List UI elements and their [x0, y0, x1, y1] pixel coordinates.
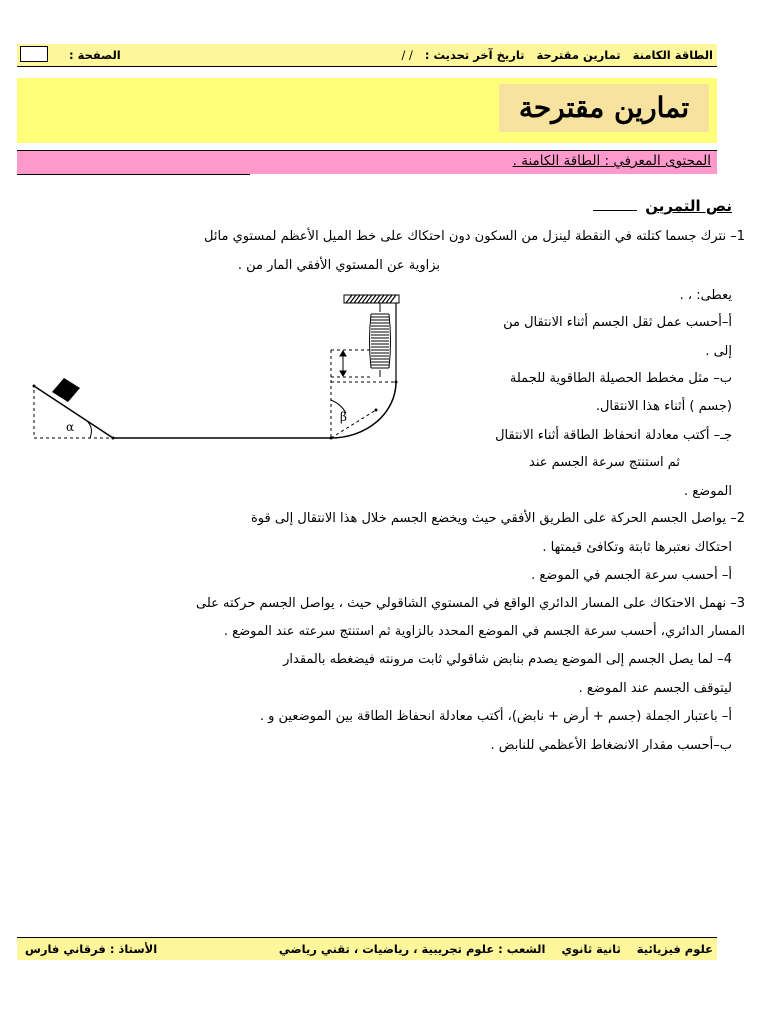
- point-m: [375, 409, 378, 412]
- exercise-line-18: أ– باعتبار الجملة (جسم + أرض + نابض)، أكتب معادلة انحفاظ الطاقة بين الموضعين و .: [259, 709, 732, 724]
- exercise-line-3: يعطى: ، .: [679, 288, 732, 303]
- header-info: [401, 44, 713, 66]
- exercise-line-14: 3– نهمل الاحتكاك على المسار الدائري الواقع في المستوي الشاقولي حيث ، يواصل الجسم حركته على: [196, 596, 745, 611]
- exercise-line-4: أ–أحسب عمل ثقل الجسم أثناء الانتقال من: [503, 315, 732, 330]
- point-a: [33, 385, 36, 388]
- exercise-line-19: ب–أحسب مقدار الانضغاط الأعظمي للنابض .: [490, 738, 732, 753]
- content-value: الطاقة الكامنة .: [512, 153, 601, 169]
- header-category: تمارين مقترحة: [536, 48, 621, 62]
- exercise-line-1: 1– نترك جسما كتلته في النقطة لينزل من السكون دون احتكاك على خط الميل الأعظم لمستوي مائل: [204, 229, 745, 244]
- page-number-box: [20, 46, 48, 62]
- alpha-label: α: [66, 420, 75, 434]
- footer-subject: علوم فيزيائية: [636, 942, 713, 956]
- exercise-line-6: ب– مثل مخطط الحصيلة الطاقوية للجملة: [509, 371, 732, 386]
- content-text: [513, 153, 711, 169]
- footer-info: [267, 938, 713, 960]
- footer-teacher: الأستاذ : فرقاني فارس: [25, 942, 158, 956]
- point-b: [112, 437, 115, 440]
- exercise-line-7: (جسم ) أثناء هذا الانتقال.: [595, 399, 732, 414]
- ceiling-hatch: [344, 295, 399, 303]
- exercise-line-9: ثم استنتج سرعة الجسم عند: [529, 455, 680, 470]
- exercise-line-16: 4– لما يصل الجسم إلى الموضع يصدم بنابض شاقولي ثابت مرونته فيضغطه بالمقدار: [283, 652, 732, 667]
- header-last-update-label: تاريخ آخر تحديث :: [424, 48, 525, 62]
- header-date: / /: [401, 48, 413, 62]
- compression-arrow: [340, 351, 346, 376]
- page-footer: [17, 937, 717, 960]
- page-title: تمارين مقترحة: [499, 84, 709, 132]
- content-bar: [17, 150, 717, 174]
- footer-level: ثانية ثانوي: [561, 942, 621, 956]
- spring: [370, 303, 391, 377]
- title-banner: [17, 78, 717, 143]
- exercise-line-15: المسار الدائري، أحسب سرعة الجسم في الموضع المحدد بالزاوية ثم استنتج سرعته عند الموضع .: [223, 624, 745, 639]
- exercise-line-8: جـ– أكتب معادلة انحفاظ الطاقة أثناء الانتقال: [495, 428, 732, 443]
- exercise-line-10: الموضع .: [683, 484, 732, 499]
- sliding-block: [52, 378, 80, 402]
- exercise-line-2: بزاوية عن المستوي الأفقي المار من .: [237, 258, 440, 273]
- exercise-line-13: أ– أحسب سرعة الجسم في الموضع .: [531, 568, 732, 583]
- mechanics-figure: [28, 290, 418, 450]
- page-number-label: الصفحة :: [69, 48, 121, 62]
- heading-blank: [593, 210, 637, 211]
- beta-label: β: [340, 410, 347, 424]
- exercise-line-11: 2– يواصل الجسم الحركة على الطريق الأفقي حيث ويخضع الجسم خلال هذا الانتقال إلى قوة: [250, 511, 745, 526]
- exercise-line-17: ليتوقف الجسم عند الموضع .: [578, 681, 732, 696]
- content-label: المحتوى المعرفي :: [604, 153, 711, 169]
- divider-line: [17, 174, 250, 175]
- exercise-heading-text: نص التمرين: [645, 197, 732, 215]
- footer-streams: الشعب : علوم تجريبية ، رياضيات ، تقني رياضي: [278, 942, 546, 956]
- exercise-line-12: احتكاك نعتبرها ثابتة وتكافئ قيمتها .: [542, 540, 732, 555]
- exercise-line-5: إلى .: [705, 344, 732, 359]
- point-d: [395, 381, 398, 384]
- exercise-heading: [593, 197, 732, 215]
- dashed-guides: [34, 350, 396, 438]
- header-topic: الطاقة الكامنة: [632, 48, 713, 62]
- page-header: [17, 44, 717, 67]
